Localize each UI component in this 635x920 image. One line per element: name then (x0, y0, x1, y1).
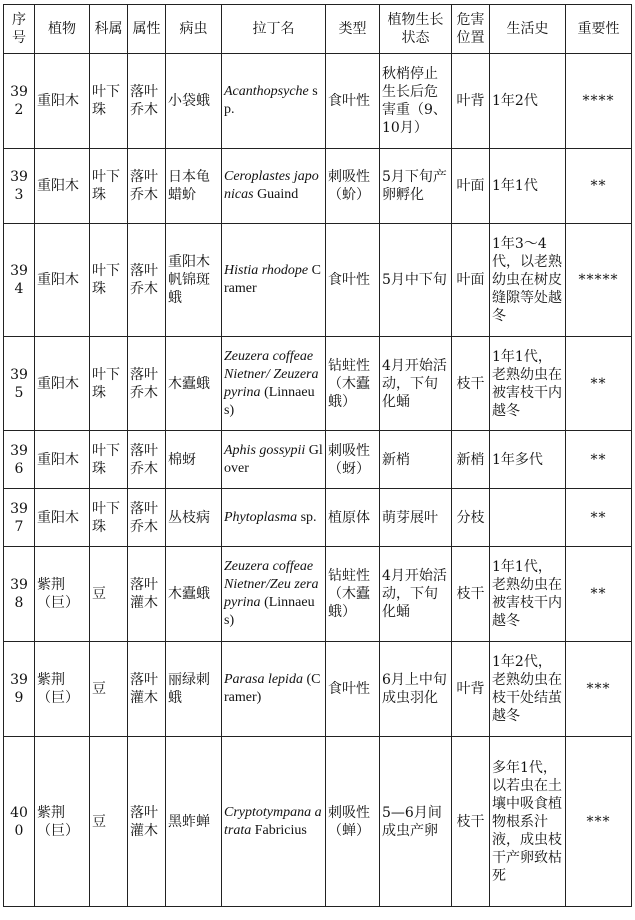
plant-cell: 紫荆（巨） (35, 547, 90, 642)
latin-name-cell (222, 337, 326, 431)
type-cell: 食叶性 (326, 224, 380, 337)
header-importance: 重要性 (566, 5, 632, 54)
type-cell: 食叶性 (326, 642, 380, 737)
type-cell: 钻蛀性（木蠹蛾） (326, 547, 380, 642)
plant-cell: 重阳木 (35, 337, 90, 431)
header-family: 科属 (90, 5, 128, 54)
family-cell: 豆 (90, 642, 128, 737)
row-number: 392 (4, 54, 35, 149)
type-cell: 刺吸性（蚧） (326, 149, 380, 224)
row-number: 395 (4, 337, 35, 431)
header-life-history: 生活史 (490, 5, 566, 54)
family-cell: 豆 (90, 737, 128, 907)
latin-author: Cramer (224, 263, 321, 296)
latin-italic: Acanthopsyche (224, 84, 309, 99)
attribute-cell: 落叶乔木 (128, 337, 166, 431)
life-history-cell (490, 489, 566, 547)
growth-cell: 4月开始活动，下旬化蛹 (380, 547, 452, 642)
growth-cell: 5月中下旬 (380, 224, 452, 337)
importance-cell: ** (566, 337, 632, 431)
latin-author: (Linnaeus) (224, 595, 315, 628)
growth-cell: 5月下旬产卵孵化 (380, 149, 452, 224)
position-cell: 枝干 (452, 337, 490, 431)
latin-author: sp. (224, 84, 318, 117)
position-cell: 叶背 (452, 54, 490, 149)
latin-italic: Aphis gossypii (224, 442, 306, 458)
life-history-cell: 1年1代，老熟幼虫在被害枝干内越冬 (490, 547, 566, 642)
life-history-cell: 1年1代 (490, 149, 566, 224)
family-cell: 叶下珠 (90, 224, 128, 337)
position-cell: 枝干 (452, 547, 490, 642)
family-cell: 叶下珠 (90, 337, 128, 431)
latin-name-cell (222, 224, 326, 337)
type-cell: 刺吸性（蝉） (326, 737, 380, 907)
plant-cell: 重阳木 (35, 149, 90, 224)
growth-cell: 新梢 (380, 431, 452, 489)
life-history-cell: 1年多代 (490, 431, 566, 489)
table-row (4, 431, 632, 489)
pest-cell: 丛枝病 (166, 489, 222, 547)
table-row (4, 54, 632, 149)
importance-cell: ** (566, 489, 632, 547)
type-cell: 植原体 (326, 489, 380, 547)
header-no: 序号 (4, 5, 35, 54)
latin-name-cell (222, 737, 326, 907)
position-cell: 叶面 (452, 149, 490, 224)
row-number: 396 (4, 431, 35, 489)
position-cell: 枝干 (452, 737, 490, 907)
latin-italic: Histia rhodope (224, 263, 309, 278)
life-history-cell: 多年1代，以若虫在土壤中吸食植物根系汁液，成虫枝干产卵致枯死 (490, 737, 566, 907)
latin-italic: Zeuzera coffeae Nietner/ Zeuzera pyrina (224, 348, 319, 400)
row-number: 400 (4, 737, 35, 907)
pest-cell: 棉蚜 (166, 431, 222, 489)
growth-cell: 6月上中旬成虫羽化 (380, 642, 452, 737)
header-plant: 植物 (35, 5, 90, 54)
family-cell: 叶下珠 (90, 431, 128, 489)
importance-cell: *** (566, 642, 632, 737)
growth-cell: 4月开始活动，下旬化蛹 (380, 337, 452, 431)
header-damage-position: 危害位置 (452, 5, 490, 54)
attribute-cell: 落叶灌木 (128, 547, 166, 642)
importance-cell: ** (566, 547, 632, 642)
pest-cell: 小袋蛾 (166, 54, 222, 149)
latin-author: (Linnaeus) (224, 384, 315, 418)
family-cell: 叶下珠 (90, 489, 128, 547)
table-row (4, 489, 632, 547)
attribute-cell: 落叶乔木 (128, 431, 166, 489)
header-latin-name: 拉丁名 (222, 5, 326, 54)
table-row (4, 642, 632, 737)
attribute-cell: 落叶灌木 (128, 642, 166, 737)
latin-italic: Cryptotympana atrata (224, 804, 322, 838)
latin-italic: Ceroplastes japonicas (224, 169, 319, 202)
growth-cell: 萌芽展叶 (380, 489, 452, 547)
type-cell: 钻蛀性（木蠹蛾） (326, 337, 380, 431)
importance-cell: *** (566, 737, 632, 907)
latin-italic: Parasa lepida (224, 672, 303, 687)
life-history-cell: 1年3～4代，以老熟幼虫在树皮缝隙等处越冬 (490, 224, 566, 337)
latin-name-cell (222, 547, 326, 642)
latin-name-cell (222, 489, 326, 547)
latin-author: Guaind (257, 187, 299, 202)
attribute-cell: 落叶乔木 (128, 489, 166, 547)
plant-cell: 紫荆（巨） (35, 737, 90, 907)
header-type: 类型 (326, 5, 380, 54)
position-cell: 叶背 (452, 642, 490, 737)
importance-cell: ** (566, 149, 632, 224)
life-history-cell: 1年2代 (490, 54, 566, 149)
family-cell: 豆 (90, 547, 128, 642)
table-row (4, 737, 632, 907)
latin-author: (Cramer) (224, 672, 321, 705)
attribute-cell: 落叶乔木 (128, 54, 166, 149)
row-number: 394 (4, 224, 35, 337)
plant-cell: 重阳木 (35, 489, 90, 547)
table-row (4, 337, 632, 431)
family-cell: 叶下珠 (90, 149, 128, 224)
pest-cell: 黑蚱蝉 (166, 737, 222, 907)
latin-name-cell (222, 149, 326, 224)
importance-cell: ***** (566, 224, 632, 337)
growth-cell: 5—6月间成虫产卵 (380, 737, 452, 907)
plant-cell: 重阳木 (35, 224, 90, 337)
table-row (4, 547, 632, 642)
type-cell: 刺吸性（蚜） (326, 431, 380, 489)
pest-cell: 木蠹蛾 (166, 547, 222, 642)
pest-cell: 丽绿刺蛾 (166, 642, 222, 737)
latin-name-cell (222, 642, 326, 737)
table-row (4, 149, 632, 224)
plant-cell: 重阳木 (35, 54, 90, 149)
attribute-cell: 落叶乔木 (128, 149, 166, 224)
header-pest: 病虫 (166, 5, 222, 54)
header-attribute: 属性 (128, 5, 166, 54)
row-number: 399 (4, 642, 35, 737)
family-cell: 叶下珠 (90, 54, 128, 149)
growth-cell: 秋梢停止生长后危害重（9、10月） (380, 54, 452, 149)
attribute-cell: 落叶乔木 (128, 224, 166, 337)
pest-cell: 重阳木帆锦斑蛾 (166, 224, 222, 337)
latin-name-cell (222, 431, 326, 489)
row-number: 398 (4, 547, 35, 642)
attribute-cell: 落叶灌木 (128, 737, 166, 907)
latin-name-cell (222, 54, 326, 149)
type-cell: 食叶性 (326, 54, 380, 149)
latin-author: sp. (300, 509, 317, 525)
life-history-cell: 1年2代，老熟幼虫在枝干处结茧越冬 (490, 642, 566, 737)
position-cell: 新梢 (452, 431, 490, 489)
table-row (4, 224, 632, 337)
importance-cell: **** (566, 54, 632, 149)
row-number: 397 (4, 489, 35, 547)
pest-table (3, 4, 632, 907)
life-history-cell: 1年1代，老熟幼虫在被害枝干内越冬 (490, 337, 566, 431)
pest-cell: 木蠹蛾 (166, 337, 222, 431)
importance-cell: ** (566, 431, 632, 489)
plant-cell: 重阳木 (35, 431, 90, 489)
position-cell: 叶面 (452, 224, 490, 337)
table-header-row (4, 5, 632, 54)
latin-author: Fabricius (254, 822, 307, 838)
header-growth-state: 植物生长状态 (380, 5, 452, 54)
latin-italic: Phytoplasma (224, 509, 298, 525)
latin-italic: Zeuzera coffeae Nietner/Zeu zera pyrina (224, 559, 319, 610)
latin-author: Glover (224, 442, 323, 476)
row-number: 393 (4, 149, 35, 224)
plant-cell: 紫荆（巨） (35, 642, 90, 737)
pest-cell: 日本龟蜡蚧 (166, 149, 222, 224)
position-cell: 分枝 (452, 489, 490, 547)
